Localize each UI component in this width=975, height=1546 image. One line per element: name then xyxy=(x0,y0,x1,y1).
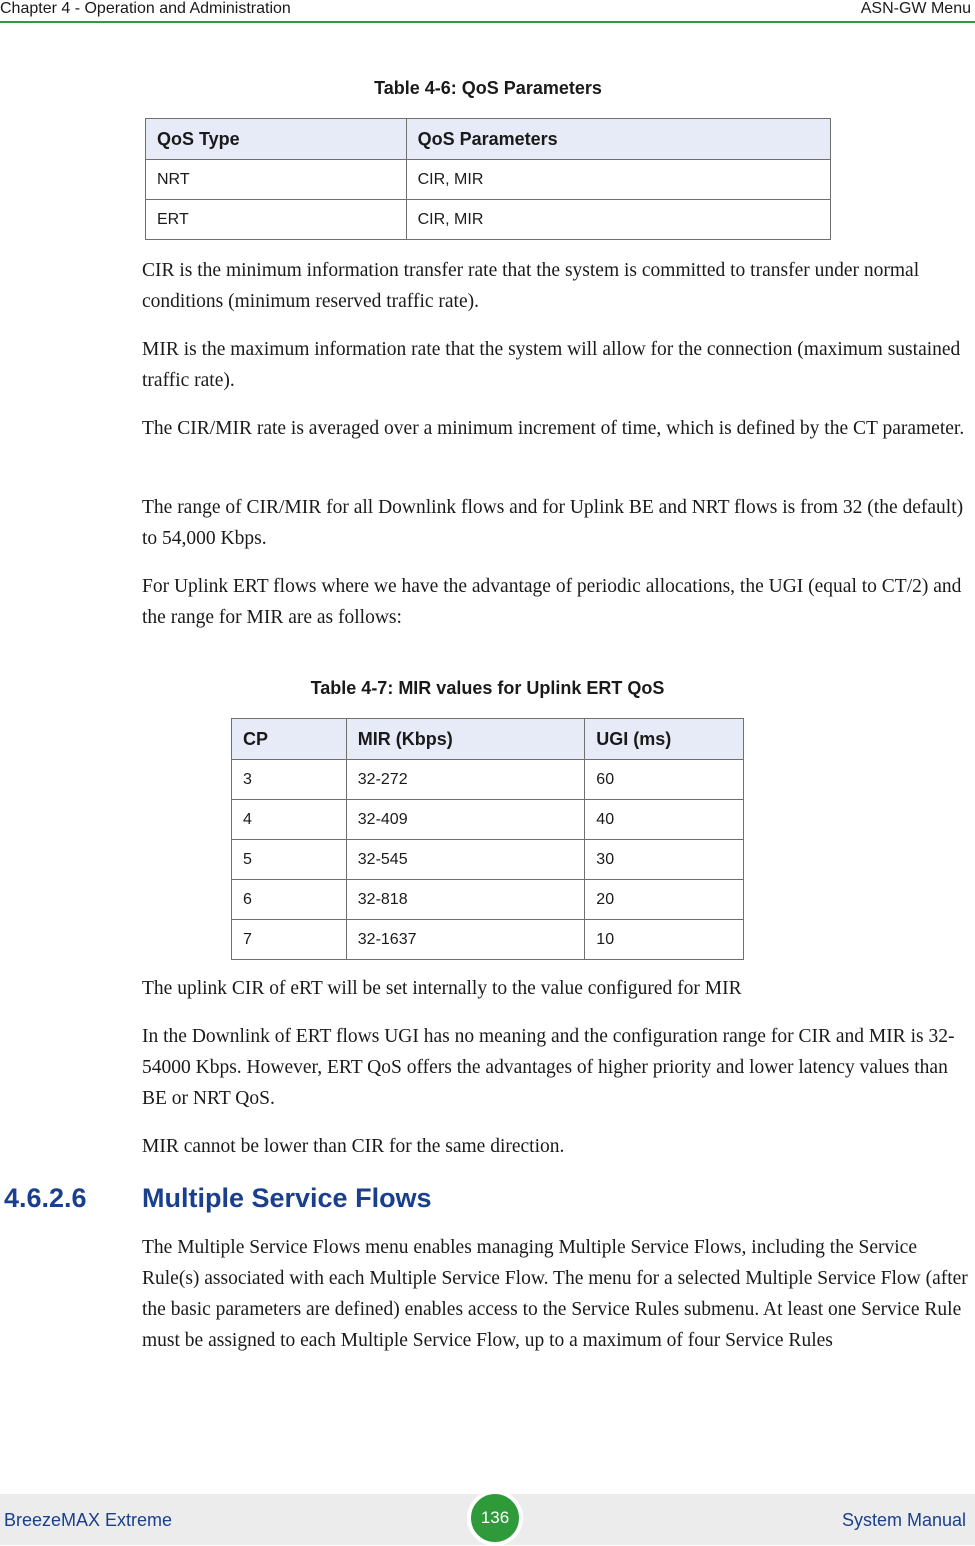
table-header-cell: QoS Parameters xyxy=(406,119,830,160)
section-number: 4.6.2.6 xyxy=(4,1183,87,1213)
table-cell: 40 xyxy=(585,800,744,840)
product-name: BreezeMAX Extreme xyxy=(4,1510,173,1530)
table-row xyxy=(232,800,744,840)
table-cell: 60 xyxy=(585,760,744,800)
table-cell: 4 xyxy=(232,800,347,840)
paragraph-cir-definition: CIR is the minimum information transfer rate that the system is committed to transfer under normal conditions (minimum reserved traffic rate). xyxy=(142,260,920,312)
section-title-text: Multiple Service Flows xyxy=(142,1183,432,1213)
table-row xyxy=(146,160,831,200)
table-header-row xyxy=(146,119,831,160)
paragraph-mir-definition: MIR is the maximum information rate that the system will allow for the connection (maximum sustained traffic rate). xyxy=(142,339,961,391)
table-cell: 32-1637 xyxy=(346,920,585,960)
paragraph-uplink-ert: For Uplink ERT flows where we have the advantage of periodic allocations, the UGI (equal to CT/2) and the range for MIR are as follows: xyxy=(142,576,962,628)
table-cell: CIR, MIR xyxy=(406,160,830,200)
table-cell: 32-818 xyxy=(346,880,585,920)
paragraph-rate-averaging: The CIR/MIR rate is averaged over a minimum increment of time, which is defined by the CT parameter. xyxy=(142,418,965,439)
table-4-6-caption: Table 4-6: QoS Parameters xyxy=(374,78,602,98)
paragraph-downlink-ert: In the Downlink of ERT flows UGI has no meaning and the configuration range for CIR and MIR is 32-54000 Kbps. However, ERT QoS offers the advantages of higher priority and lower latency values than BE or NRT QoS. xyxy=(142,1026,955,1109)
section-title: ASN-GW Menu xyxy=(860,0,971,17)
paragraph-uplink-cir: The uplink CIR of eRT will be set internally to the value configured for MIR xyxy=(142,978,742,999)
table-header-cell: UGI (ms) xyxy=(585,719,744,760)
table-row xyxy=(232,760,744,800)
page-footer xyxy=(0,1494,975,1545)
table-cell: 32-272 xyxy=(346,760,585,800)
table-cell: 7 xyxy=(232,920,347,960)
table-cell: 3 xyxy=(232,760,347,800)
table-row xyxy=(232,920,744,960)
table-header-cell: CP xyxy=(232,719,347,760)
table-header-row xyxy=(232,719,744,760)
table-cell: NRT xyxy=(146,160,407,200)
table-cell: 5 xyxy=(232,840,347,880)
table-cell: 32-409 xyxy=(346,800,585,840)
table-row xyxy=(232,880,744,920)
table-cell: ERT xyxy=(146,200,407,240)
chapter-title: Chapter 4 - Operation and Administration xyxy=(0,0,291,17)
table-cell: 10 xyxy=(585,920,744,960)
table-header-cell: MIR (Kbps) xyxy=(346,719,585,760)
table-cell: 6 xyxy=(232,880,347,920)
document-name: System Manual xyxy=(841,1510,966,1530)
table-cell: 30 xyxy=(585,840,744,880)
paragraph-range: The range of CIR/MIR for all Downlink flows and for Uplink BE and NRT flows is from 32 (the default) to 54,000 Kbps. xyxy=(142,497,964,549)
page-number-badge: 136 xyxy=(467,1490,523,1546)
qos-parameters-table xyxy=(145,118,831,240)
table-header-cell: QoS Type xyxy=(146,119,407,160)
table-row xyxy=(232,840,744,880)
paragraph-mir-constraint: MIR cannot be lower than CIR for the same direction. xyxy=(142,1136,565,1157)
paragraph-multiple-service-flows: The Multiple Service Flows menu enables managing Multiple Service Flows, including the Service Rule(s) associated with each Multiple Service Flow. The menu for a selected Multiple Service Flow (after the basic parameters are defined) enables access to the Service Rules submenu. At least one Service Rule must be assigned to each Multiple Service Flow, up to a maximum of four Service Rules xyxy=(142,1237,968,1351)
page-header xyxy=(0,0,975,23)
table-cell: CIR, MIR xyxy=(406,200,830,240)
table-cell: 32-545 xyxy=(346,840,585,880)
table-row xyxy=(146,200,831,240)
table-4-7-caption: Table 4-7: MIR values for Uplink ERT QoS xyxy=(310,678,665,698)
mir-values-table xyxy=(231,718,744,960)
table-cell: 20 xyxy=(585,880,744,920)
